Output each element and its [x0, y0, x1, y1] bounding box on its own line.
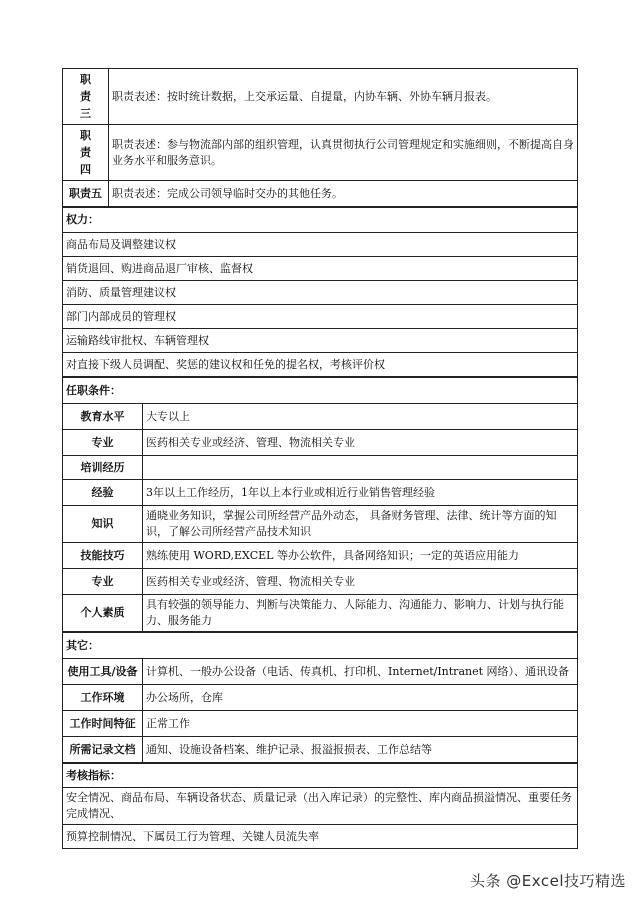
duty-row-5 — [63, 181, 578, 207]
other-row — [63, 659, 578, 685]
qual-row — [63, 506, 578, 543]
section-title-power: 权力： — [63, 208, 578, 233]
qual-row — [63, 480, 578, 506]
qual-row — [63, 569, 578, 595]
other-label: 使用工具/设备 — [63, 659, 143, 685]
qual-row — [63, 430, 578, 456]
other-label: 所需记录文档 — [63, 737, 143, 763]
other-table — [62, 632, 578, 763]
qual-value: 熟练使用 WORD,EXCEL 等办公软件，具备网络知识；一定的英语应用能力 — [143, 543, 578, 569]
duty-row-3 — [63, 69, 578, 125]
qual-label: 专业 — [63, 569, 143, 595]
section-title-kpi: 考核指标： — [63, 764, 578, 788]
qual-value: 3年以上工作经历，1年以上本行业或相近行业销售管理经验 — [143, 480, 578, 506]
duty-text-3: 职责表述：按时统计数据，上交承运量、自提量，内协车辆、外协车辆月报表。 — [109, 69, 578, 125]
other-label: 工作时间特征 — [63, 711, 143, 737]
power-item: 运输路线审批权、车辆管理权 — [63, 329, 578, 353]
other-row — [63, 685, 578, 711]
qual-value: 医药相关专业或经济、管理、物流相关专业 — [143, 569, 578, 595]
qual-label: 技能技巧 — [63, 543, 143, 569]
qual-value: 大专以上 — [143, 404, 578, 430]
other-value: 办公场所，仓库 — [143, 685, 578, 711]
qual-row — [63, 404, 578, 430]
duties-table — [62, 68, 578, 207]
kpi-item: 预算控制情况、下属员工行为管理、关键人员流失率 — [63, 825, 578, 849]
section-title-other: 其它： — [63, 633, 578, 659]
qualification-table — [62, 377, 578, 632]
duty-text-4: 职责表述：参与物流部内部的组织管理，认真贯彻执行公司管理规定和实施细则，不断提高自身业务水平和服务意识。 — [109, 125, 578, 181]
other-row — [63, 737, 578, 763]
qual-value: 医药相关专业或经济、管理、物流相关专业 — [143, 430, 578, 456]
power-item: 销货退回、购进商品退厂审核、监督权 — [63, 257, 578, 281]
job-description-sheet — [62, 68, 578, 849]
power-table — [62, 207, 578, 377]
duty-label-5: 职责五 — [63, 181, 109, 207]
duty-text-5: 职责表述：完成公司领导临时交办的其他任务。 — [109, 181, 578, 207]
qual-label: 专业 — [63, 430, 143, 456]
other-label: 工作环境 — [63, 685, 143, 711]
kpi-table — [62, 763, 578, 849]
qual-value — [143, 456, 578, 480]
qual-value: 具有较强的领导能力、判断与决策能力、人际能力、沟通能力、影响力、计划与执行能力、服务能力 — [143, 595, 578, 632]
duty-label-3: 职 责 三 — [63, 69, 109, 125]
qual-label: 知识 — [63, 506, 143, 543]
other-value: 计算机、一般办公设备（电话、传真机、打印机、Internet/Intranet 网络）、通讯设备 — [143, 659, 578, 685]
kpi-item: 安全情况、商品布局、车辆设备状态、质量记录（出入库记录）的完整性、库内商品损溢情况、重要任务完成情况、 — [63, 788, 578, 825]
qual-value: 通晓业务知识，掌握公司所经营产品外动态， 具备财务管理、法律、统计等方面的知识，了解公司所经营产品技术知识 — [143, 506, 578, 543]
power-item: 对直接下级人员调配、奖惩的建议权和任免的提名权，考核评价权 — [63, 353, 578, 377]
other-value: 正常工作 — [143, 711, 578, 737]
qual-label: 个人素质 — [63, 595, 143, 632]
qual-row — [63, 595, 578, 632]
power-item: 部门内部成员的管理权 — [63, 305, 578, 329]
qual-label: 教育水平 — [63, 404, 143, 430]
other-value: 通知、设施设备档案、维护记录、报溢报损表、工作总结等 — [143, 737, 578, 763]
other-row — [63, 711, 578, 737]
duty-label-4: 职 责 四 — [63, 125, 109, 181]
qual-row — [63, 456, 578, 480]
duty-row-4 — [63, 125, 578, 181]
power-item: 消防、质量管理建议权 — [63, 281, 578, 305]
qual-row — [63, 543, 578, 569]
section-title-qualification: 任职条件： — [63, 378, 578, 404]
watermark: 头条 @Excel技巧精选 — [469, 872, 626, 890]
qual-label: 经验 — [63, 480, 143, 506]
qual-label: 培训经历 — [63, 456, 143, 480]
power-item: 商品布局及调整建议权 — [63, 233, 578, 257]
